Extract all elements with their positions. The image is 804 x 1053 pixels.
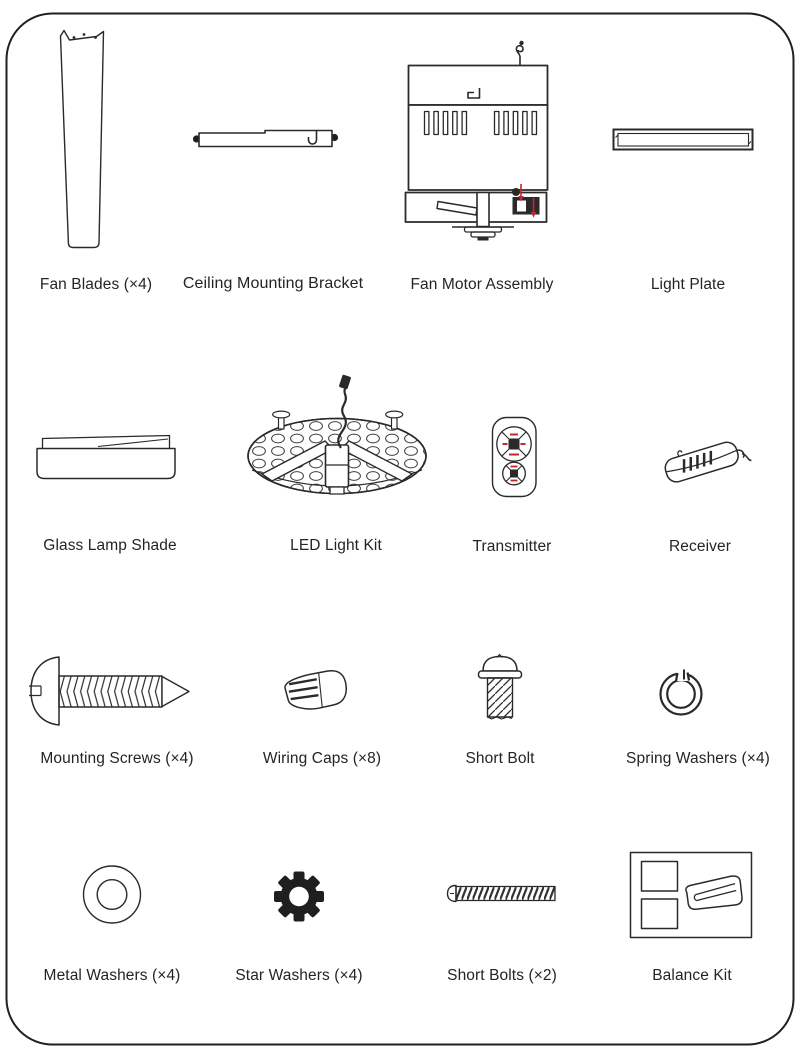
led-light-kit-icon	[248, 374, 426, 494]
transmitter-icon	[493, 418, 537, 497]
balance-kit-icon	[631, 853, 752, 938]
part-label-transmitter: Transmitter	[472, 538, 552, 555]
wiring-cap-icon	[284, 669, 348, 711]
part-label-fan-blades: Fan Blades (×4)	[39, 276, 153, 293]
part-label-balance-kit: Balance Kit	[652, 967, 732, 984]
part-label-light-plate: Light Plate	[650, 276, 726, 293]
part-label-spring-washers: Spring Washers (×4)	[626, 750, 770, 767]
ceiling-mounting-bracket-icon	[193, 131, 338, 147]
fan-blade-icon	[61, 31, 104, 248]
fan-motor-assembly-icon	[406, 41, 548, 241]
metal-washer-icon	[84, 866, 141, 923]
part-label-ceiling-bracket: Ceiling Mounting Bracket	[182, 275, 364, 292]
part-label-wiring-caps: Wiring Caps (×8)	[262, 750, 382, 767]
part-label-glass-lamp-shade: Glass Lamp Shade	[43, 537, 177, 554]
part-label-led-light-kit: LED Light Kit	[290, 537, 382, 554]
receiver-wire	[737, 447, 752, 464]
glass-lamp-shade-icon	[37, 436, 175, 479]
part-label-receiver: Receiver	[669, 538, 731, 555]
part-label-mounting-screws: Mounting Screws (×4)	[40, 750, 194, 767]
mounting-screw-icon	[29, 657, 189, 725]
receiver-icon	[661, 432, 751, 486]
part-label-metal-washers: Metal Washers (×4)	[43, 967, 181, 984]
star-washer-icon	[274, 872, 324, 922]
spring-washer-icon	[661, 669, 702, 715]
part-label-short-bolt: Short Bolt	[465, 750, 535, 767]
light-plate-icon	[614, 130, 753, 150]
part-label-fan-motor: Fan Motor Assembly	[410, 276, 554, 293]
part-label-star-washers: Star Washers (×4)	[235, 967, 363, 984]
short-bolt-icon	[479, 655, 522, 720]
long-short-bolt-icon	[448, 886, 556, 902]
part-label-short-bolts: Short Bolts (×2)	[447, 967, 557, 984]
